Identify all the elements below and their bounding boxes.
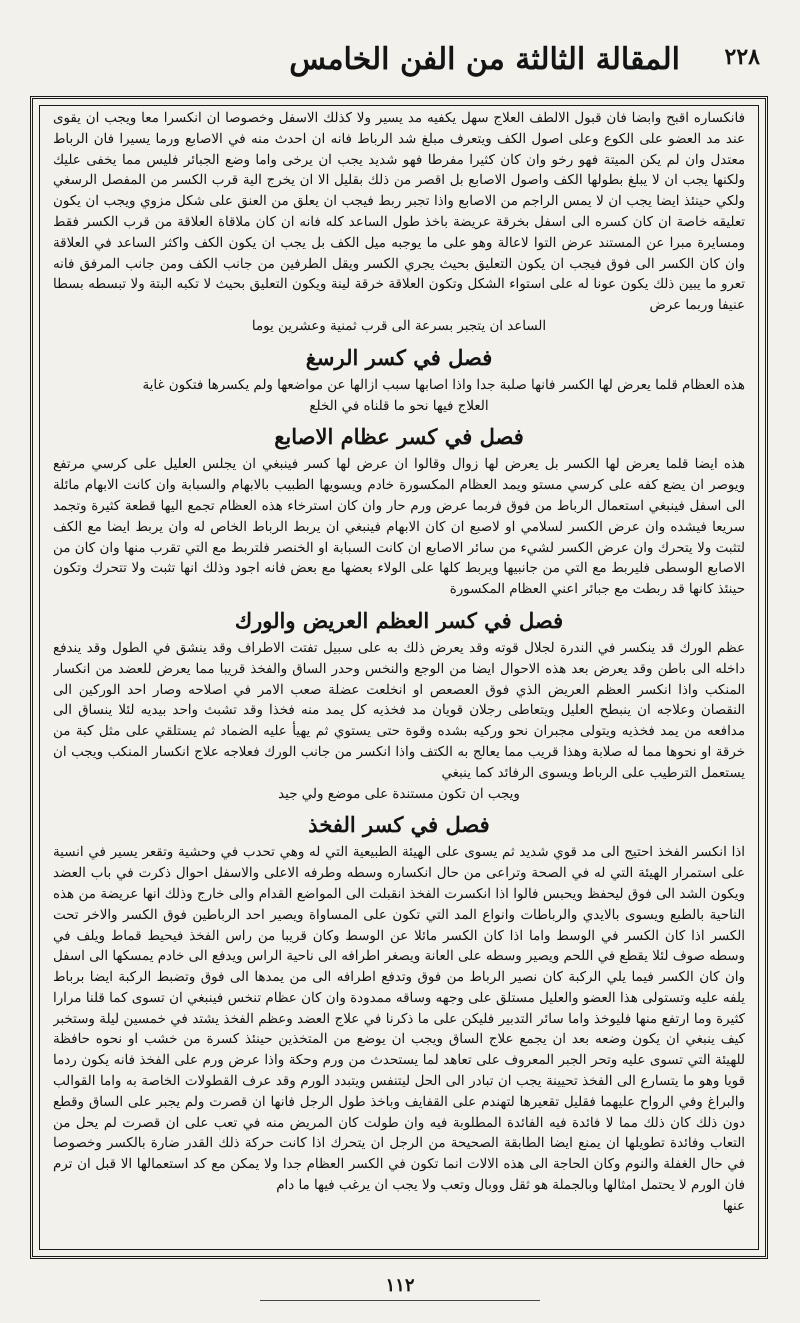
section-heading-wrist: فصل في كسر الرسغ [305, 344, 493, 370]
paragraph-fingers: هذه ايضا قلما يعرض لها الكسر بل يعرض لها زوال وقالوا ان عرض لها كسر فينبغي ان يجلس العليل على كرسي مرتفع ويوصر ان يضع كفه على كرسي مستو ويمد العظام المكسورة خادم ويسويها الطبيب بالابهام والسبابة وان كانت الابهام مائلة الى اسفل فينبغي استعمال الرباط من فوق فربما عرض ورم حار وان كان استرخاء هذه العظام تجمع اليها قطعة كثيرة وتجمد سريعا فيشده وان عرض الكسر لسلامي او لاصبع ان كان الابهام فينبغي ان يربط الرباط الخاص له وان يربط ايضا مع الكف لتثبت ولا يتحرك وان عرض الكسر لشيء من سائر الاصابع ان كانت السبابة او الخنصر فلتربط مع التي تقرب منها وان كان من الاصابع الوسطى فليربط مع التي من جانبيها ويربط كلها على الولاء بعضها مع بعض فانه اجود وذلك انها تثبت ولا تتحرك وتكون حينئذ كانها قد ربطت مع جبائر اعني العظام المكسورة [53, 457, 745, 598]
body-text [53, 109, 745, 1246]
section-heading-thigh: فصل في كسر الفخذ [308, 812, 490, 838]
chapter-title: المقالة الثالثة من الفن الخامس [289, 42, 680, 77]
section-heading-fingers: فصل في كسر عظام الاصابع [274, 424, 524, 450]
paragraph-wrist-end: العلاج فيها نحو ما قلناه في الخلع [309, 398, 489, 414]
running-header [60, 38, 760, 88]
paragraph-thigh: اذا انكسر الفخذ احتيج الى مد قوي شديد ثم يسوى على الهيئة الطبيعية التي له وهي تحدب في وحشية وتقعر يسير في انسية على استمرار الهيئة التي له في الصحة وتراعى من حال انكساره وسطه وطرفه الاعلى والاسفل احوال ذكرت في باب العضد ويكون الشد الى فوق ليحفظ ويحبس فالوا اذا انكسرت الفخذ انقبلت الى المواضع القدام والى خارج وذلك انها عريضة من هذه الناحية بالطبع ويسوى بالايدي والرباطات وانواع المد التي تكون على المساواة ويصير احد الرباطين فوق الكسر والاخر تحت الكسر اذا كان الكسر في الوسط واما اذا كان الكسر مائلا عن الوسط وكان قريبا من راس الفخذ فيحيط قماط ويلف في وسطه صوف لئلا يقطع في اللحم ويصير وسطه على العانة ويصغر اطرافه الى ناحية الراس ويدفع الى خادم يمسكها الى اسفل وان كان الكسر فيما يلي الركبة كان نصير الرباط من فوق وتدفع اطرافه الى من يمدها الى فوق وتضبط الركبة ايضا برباط يلفه عليه وتستولى هذا العضو والعليل مستلق على وجهه وساقه ممدودة وان كان عظام تنخس فينبغي ان تسوى كما قلنا مرارا كثيرة وما ارتفع منها فليوخذ واما سائر التدبير فليكن على ما ذكرنا في علاج العضد وعظم الفخذ يشتد في خمسين ليلة وستخبر كيف ينبغي ان يكون وضعه بعد ان يجمع علاج الساق ويجب ان يوضع من المتخذين حينئذ كسرة من خشب او نحوه حافظة للهيئة التي تسوى عليه وتحر الجبر المعروف على تعاهد لما يستحدث من ورم وحكة واذا عرض ورم على الفخذ فانه يكون ردما قويا وهو ما يتسارع الى الفخذ تحيينة يجب ان تبادر الى الحل ليتنفس ويتبدد الورم وقد عرف القطولات الخاصة به واما القوالب والبراغ وفي الرواح عليهما فقليل تقعيرها لتهندم على القفايف وباخذ طول الرجل فانها ان قصرت ولم يجبر على الساق وقطع دون ذلك كان ذلك مما لا فائدة فيه الفائدة المطلوبة فيه وان طولت كان المريض منه في تعب على ان قصرت لم يحل من التعاب وفائدة تطويلها ان يمنع ايضا الطابقة الصحيحة من الرجل ان يتحرك اذا كانت حركة ذلك القدر ضارة بالكسر وخصوصا في حال الغفلة والنوم وكان الحاجة الى هذه الالات انما تكون في الكسر العظام جدا ولا يمكن مع كد استعمالها الا قبل ان ترم فان الورم لا يحتمل امثالها وبالجملة هو ثقل ووبال وتعب ولا يجب ان يرغب فيها ما دام [53, 845, 745, 1194]
header-page-number: ٢٢٨ [724, 44, 760, 70]
footer-rule [260, 1300, 540, 1301]
paragraph-hip-end: ويجب ان تكون مستندة على موضع ولي جيد [278, 786, 520, 802]
text-frame [30, 96, 768, 1259]
paragraph-forearm-fracture-end: الساعد ان يتجبر بسرعة الى قرب ثمنية وعشرين يوما [251, 318, 547, 334]
paragraph-wrist: هذه العظام قلما يعرض لها الكسر فانها صلبة جدا واذا اصابها سبب ازالها عن مواضعها ولم يكسرها فتكون غاية [142, 377, 745, 393]
paragraph-hip: عظم الورك قد ينكسر في الندرة لجلال قوته وقد يعرض ذلك به على سبيل تفتت الاطراف وقد ينشق في الطول وقد يندفع داخله الى باطن وقد يعرض بعد هذه الاحوال ايضا من الوجع والنخس وحدر الساق والفخذ قريبا مما يعرض للعضد من انكسار المنكب واذا انكسر العظم العريض الذي فوق العصعص او انخلعت عضلة صعب الامر في اصلاحه وصار احد الوركين الى النقصان وعلاجه ان ينبطح العليل ويتعاطى رجلان قويان مد فخذيه كل يمد منه فخذا وقد تشبث واحد بيديه لئلا ينساق الى مدافعه من يمد فخذيه ويتولى مجبران نحو وركيه بشده وقوة حتى يستوي ثم يهيأ عليه الضماد ثم يستلقي على مثل كبة من خرقة او نحوها مما له صلابة وهذا قريب مما يعالج به الكتف واذا انكسر من جانب الورك فعلاجه علاج انكسار المنكب ويجب ان يستعمل الترطيب على الرباط ويسوى الرفائد كما ينبغي [53, 640, 745, 781]
paragraph-forearm-fracture: فانكساره اقبح وابضا فان قبول الالطف العلاج سهل يكفيه مد يسير ولا كذلك الاسفل وخصوصا ان انكسرا معا ويجب ان يقوى عند مد العضو على الكوع وعلى اصول الكف ويتعرف مبلغ شد الرباط فانه ان احدث منه في الاصابع ورما يسيرا فان الرباط معتدل وان لم يكن الميتة فهو رخو وان كان كثيرا مفرطا فهو شديد يجب ان يرخى واما وضع الجبائر فليس مما يخفى عليك ولكنها يجب ان لا يبلغ بطولها الكف واصول الاصابع بل اقصر من ذلك بقليل الا ان يخرج الية قرب الكسر من المفصل الرسغي ولكي حينئذ ايضا يجب ان لا يمس الراجم من الاصابع واذا تجبر ربط فيجب ان يعلق من العنق على شكل مزوي ويجب ان يكون تعليقه خاصة ان كان كسره الى اسفل بخرقة عريضة باخذ طول الساعد كله فانه ان كان ملاقاة العلاقة من قرب الكسر فقط ومسايرة مبرا عن المستند عرض التوا لاعالة وهو على ما يوجبه ميل الكف بل يجب ان يكون الكف واكثر الساعد في العلاقة وان كان الكسر الى فوق فيجب ان يكون التعليق بحيث يجري الكسر ويقل الطرفين من جانب الكف ومن جانب المرفق فانه تعرو ما يبين ذلك يكون عونا له على استواء الشكل وتكون العلاقة خرقة لينة ويكون التعليق بحيث لا تكبه البتة ولا تبسطه بسطا عنيفا وربما عرض [53, 111, 745, 314]
section-heading-hip: فصل في كسر العظم العريض والورك [234, 607, 564, 633]
paragraph-thigh-end: عنها [722, 1198, 745, 1214]
footer-page-number: ١١٢ [385, 1275, 415, 1296]
